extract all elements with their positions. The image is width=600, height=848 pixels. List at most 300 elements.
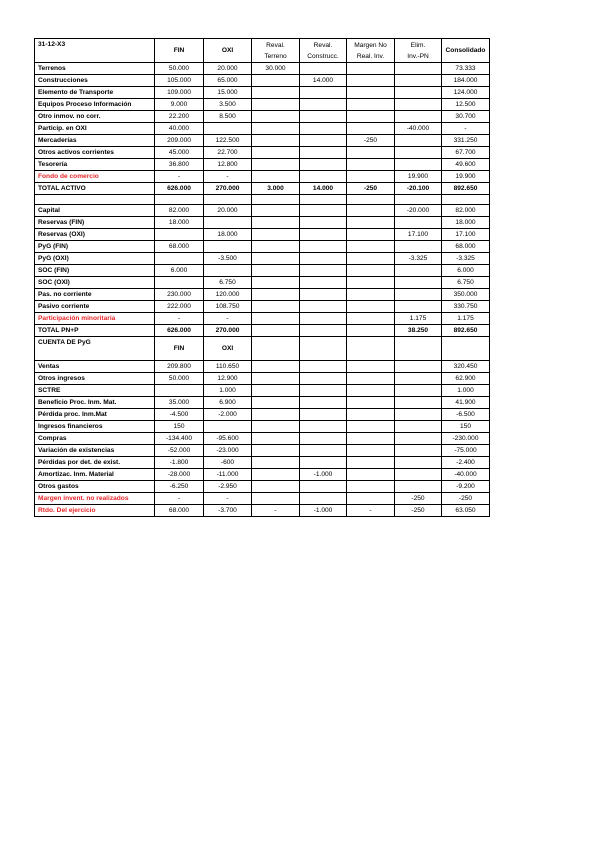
value-cell-rt	[252, 313, 300, 325]
value-cell-rc	[300, 445, 347, 457]
table-row	[35, 469, 490, 481]
value-cell-co: -9.200	[442, 481, 490, 493]
value-cell-oxi	[204, 217, 252, 229]
value-cell-oxi: -	[204, 171, 252, 183]
value-cell-rc	[300, 111, 347, 123]
value-cell-mn	[347, 433, 395, 445]
value-cell-fin: 109.000	[155, 87, 204, 99]
value-cell-el: -40.000	[395, 123, 442, 135]
value-cell-rc	[300, 433, 347, 445]
value-cell-rt	[252, 159, 300, 171]
table-row	[35, 111, 490, 123]
value-cell-fin: -	[155, 313, 204, 325]
value-cell-oxi	[204, 421, 252, 433]
value-cell-el	[395, 265, 442, 277]
value-cell-rt: -	[252, 505, 300, 517]
value-cell-rt	[252, 217, 300, 229]
value-cell-fin: 9.000	[155, 99, 204, 111]
value-cell-rc	[300, 385, 347, 397]
value-cell-oxi: -2.000	[204, 409, 252, 421]
value-cell-oxi	[204, 265, 252, 277]
value-cell-oxi: 20.000	[204, 205, 252, 217]
row-label: Amortizac. Inm. Material	[35, 469, 155, 481]
table-row	[35, 385, 490, 397]
table-row	[35, 421, 490, 433]
value-cell-el	[395, 397, 442, 409]
value-cell-fin: 222.000	[155, 301, 204, 313]
row-label: Terrenos	[35, 63, 155, 75]
value-cell-oxi: 6.750	[204, 277, 252, 289]
value-cell-rc	[300, 241, 347, 253]
row-label: Participación minoritaria	[35, 313, 155, 325]
value-cell-rt	[252, 469, 300, 481]
table-row	[35, 493, 490, 505]
table-row	[35, 241, 490, 253]
value-cell-mn	[347, 147, 395, 159]
value-cell-rc	[300, 229, 347, 241]
value-cell-co: 62.900	[442, 373, 490, 385]
value-cell-oxi: 6.900	[204, 397, 252, 409]
value-cell-co: 82.000	[442, 205, 490, 217]
table-row	[35, 433, 490, 445]
value-cell-rt	[252, 99, 300, 111]
value-cell-rc	[300, 205, 347, 217]
value-cell-oxi: 122.500	[204, 135, 252, 147]
value-cell-co: 17.100	[442, 229, 490, 241]
table-row	[35, 135, 490, 147]
table-row	[35, 229, 490, 241]
value-cell-el	[395, 481, 442, 493]
table-row	[35, 205, 490, 217]
value-cell-rc	[300, 277, 347, 289]
value-cell-oxi: 12.800	[204, 159, 252, 171]
table-row	[35, 63, 490, 75]
value-cell-oxi: 65.000	[204, 75, 252, 87]
row-label: Compras	[35, 433, 155, 445]
value-cell-el	[395, 217, 442, 229]
value-cell-co: 330.750	[442, 301, 490, 313]
value-cell-fin	[155, 229, 204, 241]
value-cell-fin: -134.400	[155, 433, 204, 445]
value-cell-rt	[252, 277, 300, 289]
value-cell-rc	[300, 289, 347, 301]
row-label: Construcciones	[35, 75, 155, 87]
value-cell-rc	[300, 361, 347, 373]
row-label: Elemento de Transporte	[35, 87, 155, 99]
value-cell-fin: 230.000	[155, 289, 204, 301]
elim-header	[395, 39, 442, 63]
table-row	[35, 217, 490, 229]
value-cell-mn	[347, 217, 395, 229]
empty-cell	[35, 195, 155, 205]
table-row	[35, 289, 490, 301]
value-cell-rt	[252, 493, 300, 505]
value-cell-rt	[252, 171, 300, 183]
value-cell-oxi: -	[204, 313, 252, 325]
empty-cell	[252, 337, 300, 361]
value-cell-co: 63.050	[442, 505, 490, 517]
value-cell-rt	[252, 87, 300, 99]
value-cell-co: 12.500	[442, 99, 490, 111]
value-cell-oxi: 108.750	[204, 301, 252, 313]
value-cell-rc	[300, 171, 347, 183]
fin-header: FIN	[155, 39, 204, 63]
value-cell-mn	[347, 265, 395, 277]
value-cell-co: 18.000	[442, 217, 490, 229]
table-row	[35, 123, 490, 135]
value-cell-el: -20.000	[395, 205, 442, 217]
value-cell-mn	[347, 159, 395, 171]
value-cell-co: -230.000	[442, 433, 490, 445]
value-cell-fin: 105.000	[155, 75, 204, 87]
value-cell-fin: 45.000	[155, 147, 204, 159]
value-cell-mn	[347, 469, 395, 481]
value-cell-mn	[347, 229, 395, 241]
value-cell-el: -250	[395, 505, 442, 517]
value-cell-co: 320.450	[442, 361, 490, 373]
value-cell-rc	[300, 481, 347, 493]
value-cell-fin: 22.200	[155, 111, 204, 123]
value-cell-co: 6.000	[442, 265, 490, 277]
reval-terreno-header	[252, 39, 300, 63]
table-row	[35, 313, 490, 325]
row-label: Particip. en OXI	[35, 123, 155, 135]
value-cell-rc	[300, 313, 347, 325]
row-label: Pas. no corriente	[35, 289, 155, 301]
row-label: SCTRE	[35, 385, 155, 397]
value-cell-co: 49.600	[442, 159, 490, 171]
row-label: Otros activos corrientes	[35, 147, 155, 159]
row-label: Fondo de comercio	[35, 171, 155, 183]
row-label: Equipos Proceso Información	[35, 99, 155, 111]
value-cell-co: 73.333	[442, 63, 490, 75]
row-label: SOC (FIN)	[35, 265, 155, 277]
value-cell-el	[395, 289, 442, 301]
value-cell-el	[395, 99, 442, 111]
value-cell-rc	[300, 87, 347, 99]
value-cell-rc	[300, 265, 347, 277]
value-cell-el	[395, 147, 442, 159]
value-cell-el	[395, 361, 442, 373]
row-label: Pérdidas por det. de exist.	[35, 457, 155, 469]
value-cell-rt	[252, 229, 300, 241]
value-cell-oxi: -23.000	[204, 445, 252, 457]
value-cell-mn	[347, 111, 395, 123]
empty-cell	[347, 337, 395, 361]
value-cell-rc	[300, 135, 347, 147]
value-cell-co: -75.000	[442, 445, 490, 457]
value-cell-rt	[252, 135, 300, 147]
value-cell-mn	[347, 301, 395, 313]
value-cell-oxi: -95.600	[204, 433, 252, 445]
value-cell-fin: -	[155, 171, 204, 183]
row-label: Pasivo corriente	[35, 301, 155, 313]
value-cell-rt: 3.000	[252, 183, 300, 195]
value-cell-rt	[252, 373, 300, 385]
reval-construcc-header-line2: Construcc.	[307, 52, 339, 60]
value-cell-rc: -1.000	[300, 469, 347, 481]
value-cell-oxi: 120.000	[204, 289, 252, 301]
value-cell-mn	[347, 205, 395, 217]
value-cell-rt	[252, 481, 300, 493]
value-cell-rt	[252, 205, 300, 217]
value-cell-oxi: -3.700	[204, 505, 252, 517]
value-cell-rc	[300, 325, 347, 337]
table-row	[35, 147, 490, 159]
value-cell-fin: 6.000	[155, 265, 204, 277]
row-label: Otros ingresos	[35, 373, 155, 385]
value-cell-el	[395, 421, 442, 433]
elim-header-line1: Elim.	[410, 41, 426, 49]
value-cell-mn	[347, 313, 395, 325]
value-cell-mn	[347, 397, 395, 409]
pyg-oxi-header: OXI	[204, 337, 252, 361]
value-cell-mn	[347, 421, 395, 433]
value-cell-co: -	[442, 123, 490, 135]
value-cell-fin: 50.000	[155, 373, 204, 385]
value-cell-rc	[300, 457, 347, 469]
value-cell-mn	[347, 123, 395, 135]
value-cell-el: 17.100	[395, 229, 442, 241]
value-cell-mn	[347, 409, 395, 421]
value-cell-rc	[300, 123, 347, 135]
empty-cell	[252, 195, 300, 205]
value-cell-oxi: -600	[204, 457, 252, 469]
table-row	[35, 277, 490, 289]
value-cell-mn	[347, 277, 395, 289]
value-cell-fin: 626.000	[155, 325, 204, 337]
value-cell-rt	[252, 325, 300, 337]
row-label: TOTAL PN+P	[35, 325, 155, 337]
header-row	[35, 39, 490, 63]
value-cell-co: 41.900	[442, 397, 490, 409]
pyg-title: CUENTA DE PyG	[35, 337, 155, 361]
value-cell-oxi: -	[204, 493, 252, 505]
value-cell-rt	[252, 111, 300, 123]
value-cell-mn: -250	[347, 183, 395, 195]
value-cell-el	[395, 409, 442, 421]
value-cell-mn	[347, 457, 395, 469]
value-cell-rt	[252, 289, 300, 301]
row-label: Reservas (FIN)	[35, 217, 155, 229]
value-cell-oxi: 110.650	[204, 361, 252, 373]
value-cell-fin: -6.250	[155, 481, 204, 493]
value-cell-mn	[347, 385, 395, 397]
value-cell-mn	[347, 171, 395, 183]
row-label: TOTAL ACTIVO	[35, 183, 155, 195]
empty-cell	[395, 195, 442, 205]
value-cell-co: 124.000	[442, 87, 490, 99]
date-header: 31-12-X3	[35, 39, 155, 63]
table-row	[35, 457, 490, 469]
value-cell-co: -2.400	[442, 457, 490, 469]
value-cell-rc	[300, 217, 347, 229]
empty-cell	[155, 195, 204, 205]
value-cell-mn	[347, 87, 395, 99]
value-cell-fin: 35.000	[155, 397, 204, 409]
table-row	[35, 99, 490, 111]
row-label: Rtdo. Del ejercicio	[35, 505, 155, 517]
value-cell-mn	[347, 481, 395, 493]
value-cell-rc: 14.000	[300, 183, 347, 195]
value-cell-rc	[300, 63, 347, 75]
value-cell-oxi	[204, 241, 252, 253]
reval-terreno-header-line1: Reval.	[266, 41, 285, 49]
value-cell-fin: 209.000	[155, 135, 204, 147]
row-label: PyG (OXI)	[35, 253, 155, 265]
value-cell-mn	[347, 325, 395, 337]
value-cell-el: 19.900	[395, 171, 442, 183]
value-cell-fin: 626.000	[155, 183, 204, 195]
value-cell-co: 30.700	[442, 111, 490, 123]
value-cell-fin: 68.000	[155, 241, 204, 253]
empty-cell	[300, 195, 347, 205]
row-label: Margen invent. no realizados	[35, 493, 155, 505]
value-cell-rc	[300, 301, 347, 313]
value-cell-rc	[300, 493, 347, 505]
value-cell-rt: 30.000	[252, 63, 300, 75]
value-cell-mn	[347, 445, 395, 457]
row-label: Pérdida proc. Inm.Mat	[35, 409, 155, 421]
value-cell-rc	[300, 253, 347, 265]
row-label: Capital	[35, 205, 155, 217]
table-row	[35, 159, 490, 171]
value-cell-rt	[252, 409, 300, 421]
value-cell-el	[395, 63, 442, 75]
value-cell-el	[395, 241, 442, 253]
row-label: PyG (FIN)	[35, 241, 155, 253]
value-cell-oxi: 12.900	[204, 373, 252, 385]
value-cell-fin: 36.800	[155, 159, 204, 171]
oxi-header: OXI	[204, 39, 252, 63]
value-cell-el	[395, 457, 442, 469]
reval-terreno-header-line2: Terreno	[264, 52, 287, 60]
value-cell-co: 150	[442, 421, 490, 433]
value-cell-fin	[155, 277, 204, 289]
value-cell-rc	[300, 373, 347, 385]
value-cell-fin: -	[155, 493, 204, 505]
value-cell-rt	[252, 385, 300, 397]
value-cell-rt	[252, 445, 300, 457]
value-cell-rc	[300, 99, 347, 111]
value-cell-oxi	[204, 123, 252, 135]
row-label: Reservas (OXI)	[35, 229, 155, 241]
margen-header	[347, 39, 395, 63]
value-cell-el: 1.175	[395, 313, 442, 325]
value-cell-el	[395, 469, 442, 481]
value-cell-oxi: -2.950	[204, 481, 252, 493]
value-cell-mn	[347, 373, 395, 385]
table-row	[35, 265, 490, 277]
value-cell-mn	[347, 63, 395, 75]
value-cell-el: -3.325	[395, 253, 442, 265]
value-cell-rc: 14.000	[300, 75, 347, 87]
row-label: SOC (OXI)	[35, 277, 155, 289]
value-cell-el	[395, 301, 442, 313]
empty-cell	[395, 337, 442, 361]
value-cell-co: 892.650	[442, 325, 490, 337]
value-cell-oxi: 18.000	[204, 229, 252, 241]
margen-header-line1: Margen No	[354, 41, 387, 49]
row-label: Otro inmov. no corr.	[35, 111, 155, 123]
reval-construcc-header	[300, 39, 347, 63]
value-cell-el: -250	[395, 493, 442, 505]
value-cell-fin: -1.800	[155, 457, 204, 469]
value-cell-co: -40.000	[442, 469, 490, 481]
table-row	[35, 183, 490, 195]
table-row	[35, 75, 490, 87]
elim-header-line2: Inv.-PN	[407, 52, 429, 60]
row-label: Ventas	[35, 361, 155, 373]
value-cell-el	[395, 135, 442, 147]
value-cell-fin: 82.000	[155, 205, 204, 217]
value-cell-rc	[300, 421, 347, 433]
value-cell-el	[395, 385, 442, 397]
value-cell-rt	[252, 265, 300, 277]
value-cell-rc	[300, 147, 347, 159]
value-cell-fin: -4.500	[155, 409, 204, 421]
table-row	[35, 409, 490, 421]
value-cell-fin: 40.000	[155, 123, 204, 135]
value-cell-fin: 50.000	[155, 63, 204, 75]
table-row	[35, 373, 490, 385]
value-cell-mn: -250	[347, 135, 395, 147]
value-cell-co: 19.900	[442, 171, 490, 183]
value-cell-el	[395, 445, 442, 457]
value-cell-oxi: 3.500	[204, 99, 252, 111]
value-cell-el	[395, 87, 442, 99]
row-label: Ingresos financieros	[35, 421, 155, 433]
value-cell-co: 350.000	[442, 289, 490, 301]
value-cell-oxi: 15.000	[204, 87, 252, 99]
empty-cell	[347, 195, 395, 205]
value-cell-fin	[155, 253, 204, 265]
table-row	[35, 325, 490, 337]
value-cell-el: 38.250	[395, 325, 442, 337]
value-cell-rt	[252, 433, 300, 445]
value-cell-mn	[347, 253, 395, 265]
value-cell-fin: 150	[155, 421, 204, 433]
value-cell-el	[395, 433, 442, 445]
value-cell-mn: -	[347, 505, 395, 517]
value-cell-co: 6.750	[442, 277, 490, 289]
value-cell-el: -20.100	[395, 183, 442, 195]
value-cell-mn	[347, 361, 395, 373]
value-cell-oxi: 270.000	[204, 325, 252, 337]
value-cell-rc	[300, 159, 347, 171]
value-cell-co: 892.650	[442, 183, 490, 195]
value-cell-el	[395, 111, 442, 123]
value-cell-rc	[300, 397, 347, 409]
pyg-fin-header: FIN	[155, 337, 204, 361]
value-cell-el	[395, 277, 442, 289]
empty-cell	[442, 337, 490, 361]
value-cell-fin: 18.000	[155, 217, 204, 229]
value-cell-fin: -28.000	[155, 469, 204, 481]
row-label: Otros gastos	[35, 481, 155, 493]
value-cell-oxi: -3.500	[204, 253, 252, 265]
value-cell-el	[395, 75, 442, 87]
consolidado-header: Consolidado	[442, 39, 490, 63]
value-cell-rt	[252, 75, 300, 87]
value-cell-fin: -52.000	[155, 445, 204, 457]
value-cell-rt	[252, 253, 300, 265]
value-cell-fin: 68.000	[155, 505, 204, 517]
value-cell-rt	[252, 301, 300, 313]
row-label: Beneficio Proc. Inm. Mat.	[35, 397, 155, 409]
value-cell-oxi: 22.700	[204, 147, 252, 159]
value-cell-rt	[252, 361, 300, 373]
